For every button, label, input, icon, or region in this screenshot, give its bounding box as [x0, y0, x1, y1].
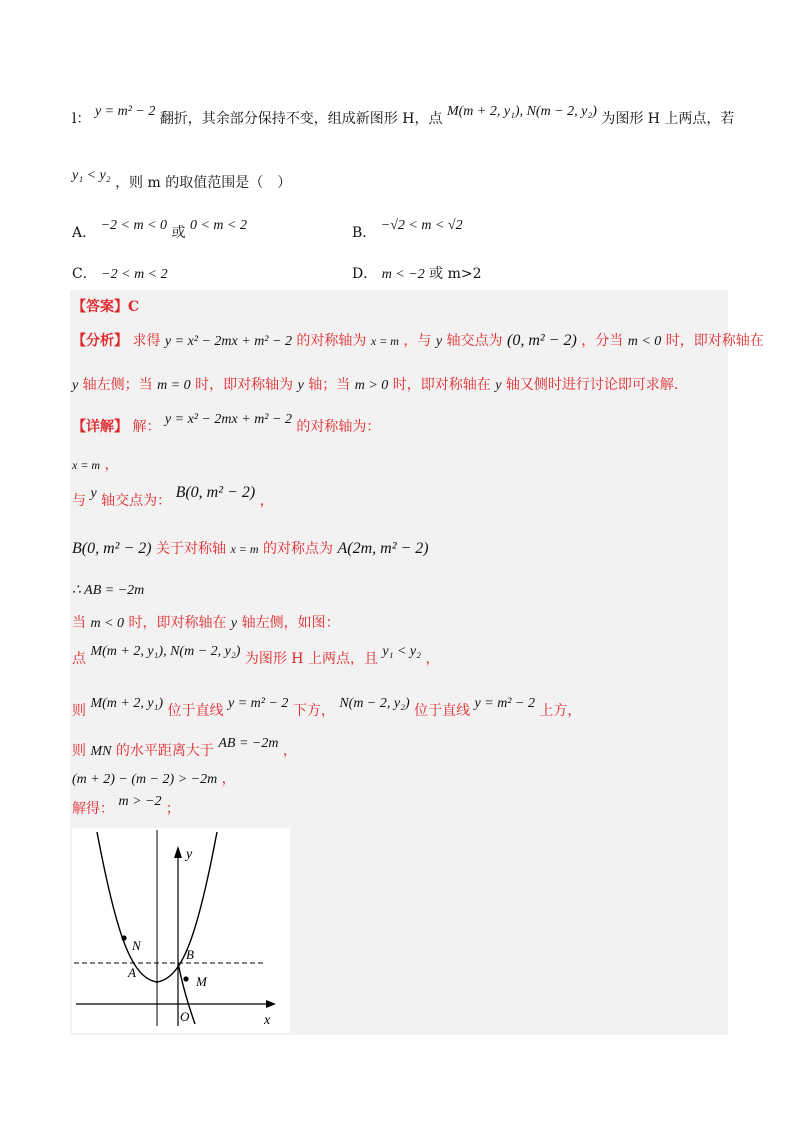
- formula: y: [90, 486, 97, 501]
- text: 关于对称轴: [156, 541, 227, 557]
- point-m-label: M: [196, 974, 207, 989]
- option-a: [72, 218, 247, 242]
- analysis-line-1: [72, 330, 764, 350]
- detail-line-10: [72, 768, 236, 788]
- text: 位于直线: [167, 703, 224, 719]
- text: ，: [221, 771, 236, 787]
- formula: x = m: [370, 334, 399, 348]
- formula: (0, m² − 2): [506, 332, 577, 349]
- option-label: A．: [72, 225, 97, 241]
- text: 时，即对称轴在: [128, 615, 227, 631]
- text: 时，即对称轴在: [665, 333, 764, 349]
- option-d: [352, 263, 482, 283]
- x-axis-arrow: [266, 1000, 276, 1008]
- formula: y = x² − 2mx + m² − 2: [164, 412, 292, 427]
- text: 的对称轴为: [296, 333, 367, 349]
- detail-line-3: [72, 484, 274, 510]
- formula: y = m² − 2: [94, 104, 156, 119]
- formula: m > −2: [118, 794, 162, 809]
- formula: B(0, m² − 2): [175, 484, 256, 501]
- parabola-diagram: [72, 828, 290, 1033]
- formula: N(m − 2, y₂): [339, 696, 410, 711]
- formula: y: [230, 616, 238, 631]
- text: 的对称点为: [263, 541, 334, 557]
- formula: m > 0: [354, 378, 389, 393]
- formula: B(0, m² − 2): [72, 540, 152, 557]
- text: 下方，: [292, 703, 335, 719]
- answer-label: 【答案】C: [72, 299, 140, 315]
- formula: M(m + 2, y₁), N(m − 2, y₂): [446, 104, 597, 119]
- point-a-label: A: [128, 965, 136, 980]
- option-c: [72, 263, 168, 283]
- detail-line-1: [72, 412, 381, 436]
- formula: y = m² − 2: [474, 696, 535, 711]
- formula: y: [297, 378, 304, 393]
- option-label: D．: [352, 266, 378, 282]
- point-m: [183, 976, 188, 981]
- text: 点: [72, 651, 86, 667]
- formula: y = m² − 2: [227, 696, 289, 711]
- detail-line-2: [72, 454, 119, 474]
- formula: y = x² − 2mx + m² − 2: [164, 334, 292, 349]
- formula: 0 < m < 2: [189, 218, 247, 233]
- text: 轴；当: [308, 377, 351, 393]
- text: 的对称轴为：: [296, 419, 381, 435]
- formula: MN: [90, 744, 112, 759]
- text: 轴又侧时进行讨论即可求解.: [505, 377, 679, 393]
- formula: ∴ AB = −2m: [72, 583, 145, 598]
- text: 时，即对称轴在: [392, 377, 491, 393]
- formula: AB = −2m: [218, 736, 279, 751]
- option-b: [352, 218, 463, 242]
- text: 轴左侧，如图：: [241, 615, 340, 631]
- detail-line-4: [72, 538, 429, 558]
- detail-line-5: [72, 582, 144, 599]
- text: ；: [165, 801, 180, 817]
- answer-line: [72, 296, 139, 316]
- text: 上方，: [539, 703, 582, 719]
- formula: y₁ < y₂: [72, 168, 111, 183]
- formula: x = m: [230, 542, 259, 556]
- text: 或 m>2: [429, 266, 482, 282]
- text: ，: [282, 743, 297, 759]
- formula: M(m + 2, y₁), N(m − 2, y₂): [90, 644, 241, 659]
- detail-line-11: [72, 794, 180, 818]
- text: l：: [72, 111, 91, 127]
- text: 或: [171, 225, 186, 241]
- question-line-1: [72, 104, 735, 128]
- formula: y: [495, 378, 502, 393]
- formula: A(2m, m² − 2): [337, 540, 429, 557]
- text: 的水平距离大于: [115, 743, 214, 759]
- detail-line-9: [72, 736, 297, 760]
- formula: x = m: [72, 458, 101, 472]
- text: 与: [72, 493, 86, 509]
- detail-line-8: [72, 696, 582, 720]
- formula: y: [435, 334, 443, 349]
- text: 当: [72, 615, 86, 631]
- y-axis-label: y: [186, 847, 193, 862]
- question-line-2: [72, 168, 292, 192]
- text: ，: [425, 651, 440, 667]
- text: 求得: [132, 333, 161, 349]
- text: ，分当: [581, 333, 624, 349]
- text: 为图形 H 上两点，且: [244, 651, 378, 667]
- text: 则: [72, 703, 86, 719]
- formula: m < 0: [90, 616, 125, 631]
- parabola-figure: [72, 828, 290, 1033]
- text: 轴交点为：: [101, 493, 172, 509]
- analysis-label: 【分析】: [72, 333, 128, 349]
- text: ，则 m 的取值范围是（ ）: [115, 175, 292, 191]
- formula: −√2 < m < √2: [380, 218, 463, 233]
- formula: −2 < m < 2: [101, 267, 168, 282]
- formula: y₁ < y₂: [382, 644, 422, 659]
- text: 解得：: [72, 801, 114, 817]
- text: 翻折，其余部分保持不变，组成新图形 H，点: [159, 111, 443, 127]
- detail-label: 【详解】: [72, 419, 128, 435]
- point-n-label: N: [132, 938, 141, 953]
- option-label: C．: [72, 266, 97, 282]
- text: 解：: [132, 419, 161, 435]
- point-n: [121, 935, 126, 940]
- point-b-label: B: [186, 947, 194, 962]
- text: ，: [259, 493, 274, 509]
- text: 则: [72, 743, 86, 759]
- text: 轴左侧；当: [82, 377, 153, 393]
- detail-line-7: [72, 644, 440, 668]
- origin-label: O: [180, 1009, 190, 1024]
- option-label: B．: [352, 225, 377, 241]
- x-axis-label: x: [264, 1013, 271, 1028]
- formula: m < −2: [381, 267, 425, 282]
- text: ，与: [403, 333, 432, 349]
- text: 为图形 H 上两点，若: [601, 111, 735, 127]
- text: ，: [104, 457, 119, 473]
- formula: −2 < m < 0: [100, 218, 168, 233]
- text: 位于直线: [414, 703, 471, 719]
- formula: (m + 2) − (m − 2) > −2m: [72, 772, 218, 787]
- text: 轴交点为: [446, 333, 503, 349]
- y-axis-arrow: [174, 846, 182, 858]
- analysis-line-2: [72, 374, 678, 394]
- text: 时，即对称轴为: [195, 377, 294, 393]
- formula: m = 0: [157, 378, 191, 393]
- formula: m < 0: [627, 334, 662, 349]
- detail-line-6: [72, 612, 340, 632]
- formula: M(m + 2, y₁): [90, 696, 164, 711]
- formula: y: [72, 378, 79, 393]
